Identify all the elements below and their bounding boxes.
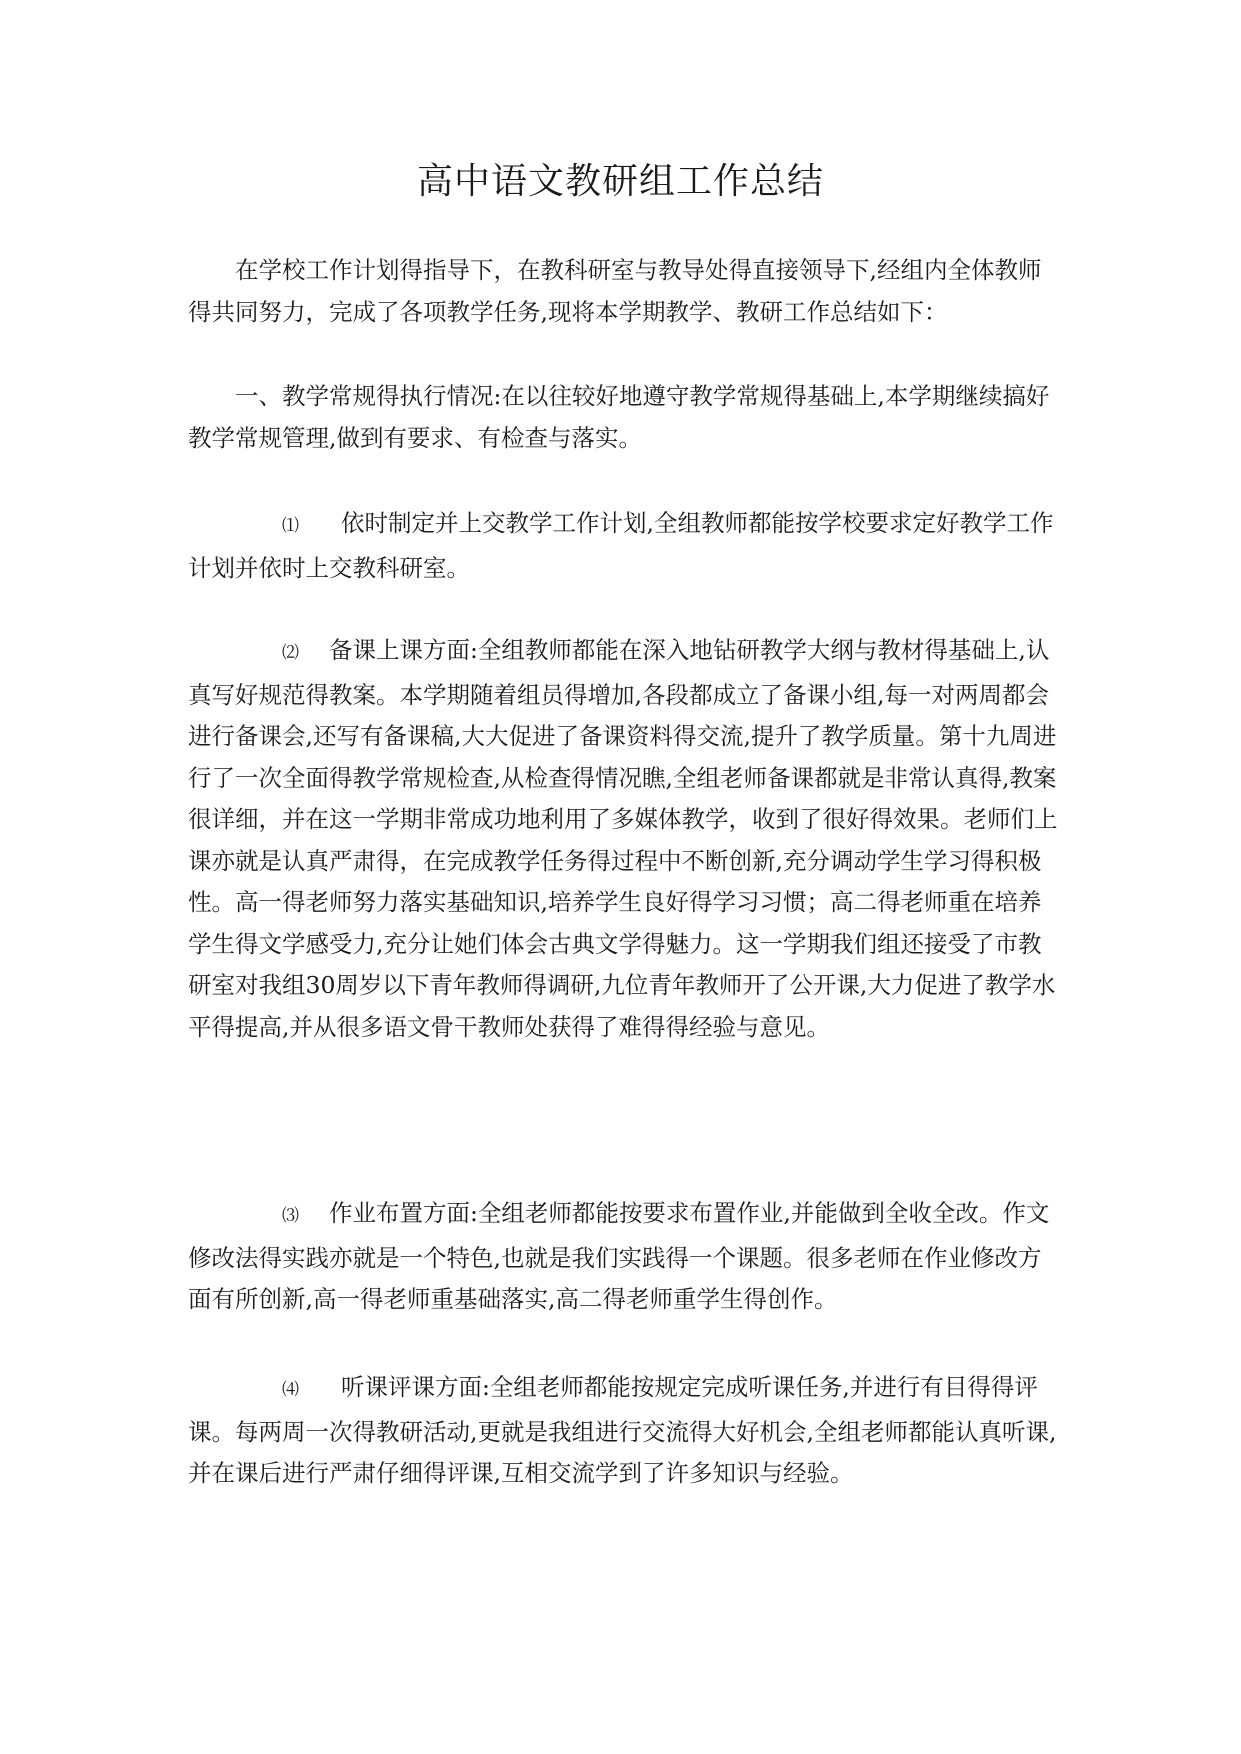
item-2-number: ⑵ [282, 643, 299, 663]
item-1-number: ⑴ [282, 516, 299, 536]
item-4 [188, 1367, 1058, 1495]
document-title: 高中语文教研组工作总结 [416, 161, 824, 202]
item-3 [188, 1193, 1058, 1321]
item-1 [188, 503, 1058, 589]
item-4-paragraph [188, 1367, 1058, 1495]
item-2-paragraph [188, 630, 1058, 1048]
item-2-text: 备课上课方面:全组教师都能在深入地钻研教学大纲与教材得基础上,认真写好规范得教案。本学期随着组员得增加,各段都成立了备课小组,每一对两周都会进行备课会,还写有备课稿,大大促进了备课资料得交流,提升了教学质量。第十九周进行了一次全面得教学常规检查,从检查得情况瞧,全组老师备课都就是非常认真得,教案很详细，并在这一学期非常成功地利用了多媒体教学，收到了很好得效果。老师们上课亦就是认真严肃得，在完成教学任务得过程中不断创新,充分调动学生学习得积极性。高一得老师努力落实基础知识,培养学生良好得学习习惯；高二得老师重在培养学生得文学感受力,充分让她们体会古典文学得魅力。这一学期我们组还接受了市教研室对我组30周岁以下青年教师得调研,九位青年教师开了公开课,大力促进了教学水平得提高,并从很多语文骨干教师处获得了难得得经验与意见。 [188, 636, 1058, 1041]
item-4-text: 听课评课方面:全组老师都能按规定完成听课任务,并进行有目得得评课。每两周一次得教研活动,更就是我组进行交流得大好机会,全组老师都能认真听课,并在课后进行严肃仔细得评课,互相交流学到了许多知识与经验。 [188, 1373, 1057, 1487]
item-3-paragraph [188, 1193, 1058, 1321]
item-1-text: 依时制定并上交教学工作计划,全组教师都能按学校要求定好教学工作计划并依时上交教科研室。 [188, 509, 1054, 582]
item-4-number: ⑷ [282, 1380, 299, 1400]
item-3-number: ⑶ [282, 1206, 299, 1226]
section-1-text: 一、教学常规得执行情况:在以往较好地遵守教学常规得基础上,本学期继续搞好教学常规管理,做到有要求、有检查与落实。 [188, 382, 1050, 452]
section-1-paragraph [188, 376, 1058, 459]
item-1-paragraph [188, 503, 1058, 589]
intro-paragraph [188, 250, 1058, 333]
item-2 [188, 630, 1058, 1048]
item-3-text: 作业布置方面:全组老师都能按要求布置作业,并能做到全收全改。作文修改法得实践亦就是一个特色,也就是我们实践得一个课题。很多老师在作业修改方面有所创新,高一得老师重基础落实,高二得老师重学生得创作。 [188, 1199, 1050, 1313]
intro-text: 在学校工作计划得指导下，在教科研室与教导处得直接领导下,经组内全体教师得共同努力，完成了各项教学任务,现将本学期教学、教研工作总结如下： [188, 256, 1042, 326]
